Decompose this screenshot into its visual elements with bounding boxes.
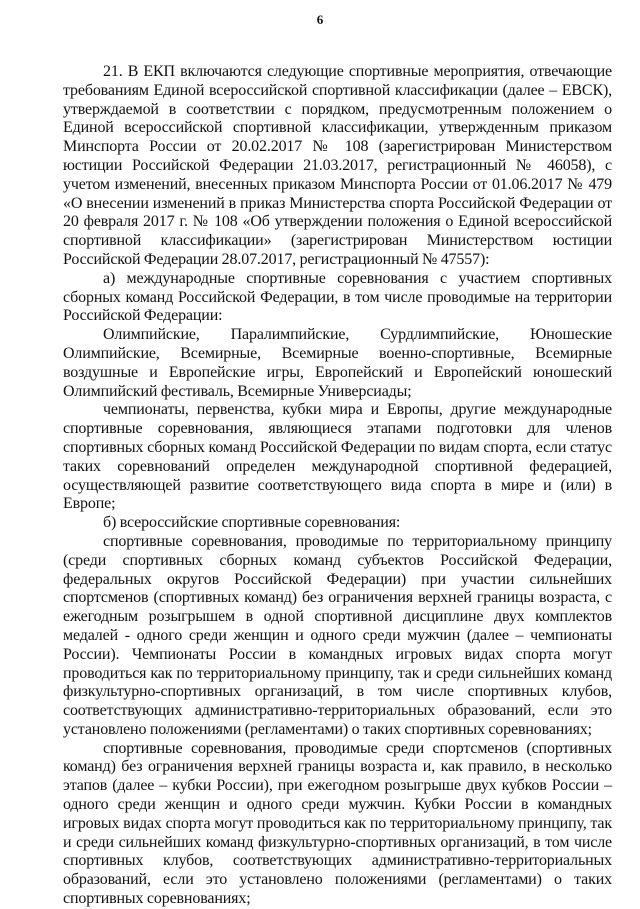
paragraph-item-21-intro: 21. В ЕКП включаются следующие спортивные мероприятия, отвечающие требованиям Единой всероссийской спортивной классификации (далее – ЕВСК), утверждаемой в соответствии с порядком, предусмотренным положением о Единой всероссийской спортивной классификации, утвержденным приказом Минспорта России от 20.02.2017 № 108 (зарегистрирован Министерством юстиции Российской Федерации 21.03.2017, регистрационный № 46058), с учетом изменений, внесенных приказом Минспорта России от 01.06.2017 № 479 «О внесении изменений в приказ Министерства спорта Российской Федерации от 20 февраля 2017 г. № 108 «Об утверждении положения о Единой всероссийской спортивной классификации» (зарегистрирован Министерством юстиции Российской Федерации 28.07.2017, регистрационный № 47557):: [63, 63, 612, 268]
paragraph-championships-international: чемпионаты, первенства, кубки мира и Европы, другие международные спортивные соревнования, являющиеся этапами подготовки для членов спортивных сборных команд Российской Федерации по видам спорта, если статус таких соревнований определен международной спортивной федерацией, осуществляющей развитие соответствующего вида спорта в мире и (или) в Европе;: [63, 401, 612, 513]
document-body: [63, 63, 612, 909]
paragraph-russian-championships: спортивные соревнования, проводимые по территориальному принципу (среди спортивных сборных команд субъектов Российской Федерации, федеральных округов Российской Федерации) при участии сильнейших спортсменов (спортивных команд) без ограничения верхней границы возраста, с ежегодным розыгрышем в одной спортивной дисциплине двух комплектов медалей - одного среди женщин и одного среди мужчин (далее – чемпионаты России). Чемпионаты России в командных игровых видах спорта могут проводиться как по территориальному принципу, так и среди сильнейших команд физкультурно-спортивных организаций, в том числе спортивных клубов, соответствующих административно-территориальных образований, если это установлено положениями (регламентами) о таких спортивных соревнованиях;: [63, 532, 612, 738]
paragraph-games-list: Олимпийские, Паралимпийские, Сурдлимпийские, Юношеские Олимпийские, Всемирные, Всемирные военно-спортивные, Всемирные воздушные и Европейские игры, Европейский и Европейский юношеский Олимпийский фестиваль, Всемирные Универсиады;: [63, 326, 612, 400]
page-number: 6: [316, 12, 324, 27]
paragraph-russian-cups: спортивные соревнования, проводимые среди спортсменов (спортивных команд) без ограничения верхней границы возраста и, как правило, в несколько этапов (далее – кубки России), при ежегодном розыгрыше двух кубков России – одного среди женщин и одного среди мужчин. Кубки России в командных игровых видах спорта могут проводиться как по территориальному принципу, так и среди сильнейших команд физкультурно-спортивных организаций, в том числе спортивных клубов, соответствующих административно-территориальных образований, если это установлено положениями (регламентами) о таких спортивных соревнованиях;: [63, 739, 612, 908]
paragraph-subitem-b: б) всероссийские спортивные соревнования:: [103, 514, 401, 532]
paragraph-subitem-a: а) международные спортивные соревнования с участием спортивных сборных команд Российской Федерации, в том числе проводимые на территории Российской Федерации:: [63, 269, 612, 325]
